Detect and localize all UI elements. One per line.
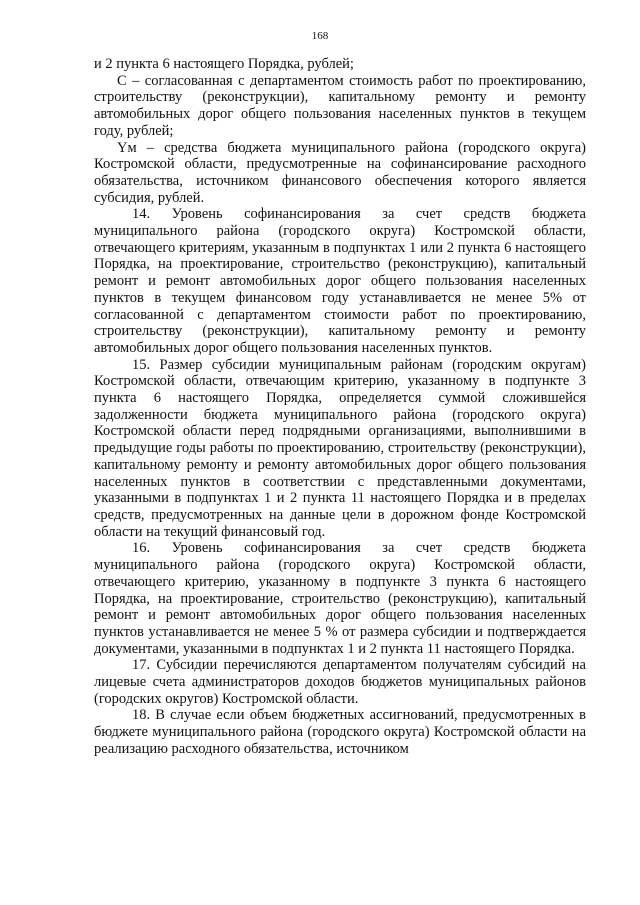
paragraph-14: 14. Уровень софинансирования за счет средств бюджета муниципального района (городского округа) Костромской области, отвечающего критериям, указанным в подпунктах 1 или 2 пункта 6 настоящего Порядка, на проектирование, строительство (реконструкцию), капитальный ремонт и ремонт автомобильных дорог общего пользования населенных пунктов в текущем финансовом году устанавливается не менее 5% от согласованной с департаментом стоимости работ по проектированию, строительству (реконструкции), капитальному ремонту и ремонту автомобильных дорог общего пользования населенных пунктов. [94,206,586,356]
paragraph-15: 15. Размер субсидии муниципальным районам (городским округам) Костромской области, отвечающим критерию, указанному в подпункте 3 пункта 6 настоящего Порядка, определяется суммой сложившейся задолженности бюджета муниципального района (городского округа) Костромской области перед подрядными организациями, выполнившими в предыдущие годы работы по проектированию, строительству (реконструкции), капитальному ремонту и ремонту автомобильных дорог общего пользования населенных пунктов в соответствии с представленными документами, указанными в подпунктах 1 и 2 пункта 11 настоящего Порядка и в пределах средств, предусмотренных на данные цели в дорожном фонде Костромской области на текущий финансовый год. [94,356,586,540]
paragraph-18: 18. В случае если объем бюджетных ассигнований, предусмотренных в бюджете муниципального района (городского округа) Костромской области на реализацию расходного обязательства, источником [94,707,586,757]
paragraph-definition-c: С – согласованная с департаментом стоимость работ по проектированию, строительству (реконструкции), капитальному ремонту и ремонту автомобильных дорог общего пользования населенных пунктов в текущем году, рублей; [94,72,586,139]
paragraph-definition-ym: Yм – средства бюджета муниципального района (городского округа) Костромской области, предусмотренные на софинансирование расходного обязательства, источником финансового обеспечения которого является субсидия, рублей. [94,139,586,206]
document-body [94,56,586,758]
paragraph-16: 16. Уровень софинансирования за счет средств бюджета муниципального района (городского округа) Костромской области, отвечающего критерию, указанному в подпункте 3 пункта 6 настоящего Порядка, на проектирование, строительство (реконструкцию), капитальный ремонт и ремонт автомобильных дорог общего пользования населенных пунктов устанавливается не менее 5 % от размера субсидии и подтверждается документами, указанными в подпунктах 1 и 2 пункта 11 настоящего Порядка. [94,540,586,657]
page-number: 168 [311,30,329,42]
paragraph-continuation: и 2 пункта 6 настоящего Порядка, рублей; [94,56,354,72]
paragraph-17: 17. Субсидии перечисляются департаментом получателям субсидий на лицевые счета администраторов доходов бюджетов муниципальных районов (городских округов) Костромской области. [94,657,586,707]
